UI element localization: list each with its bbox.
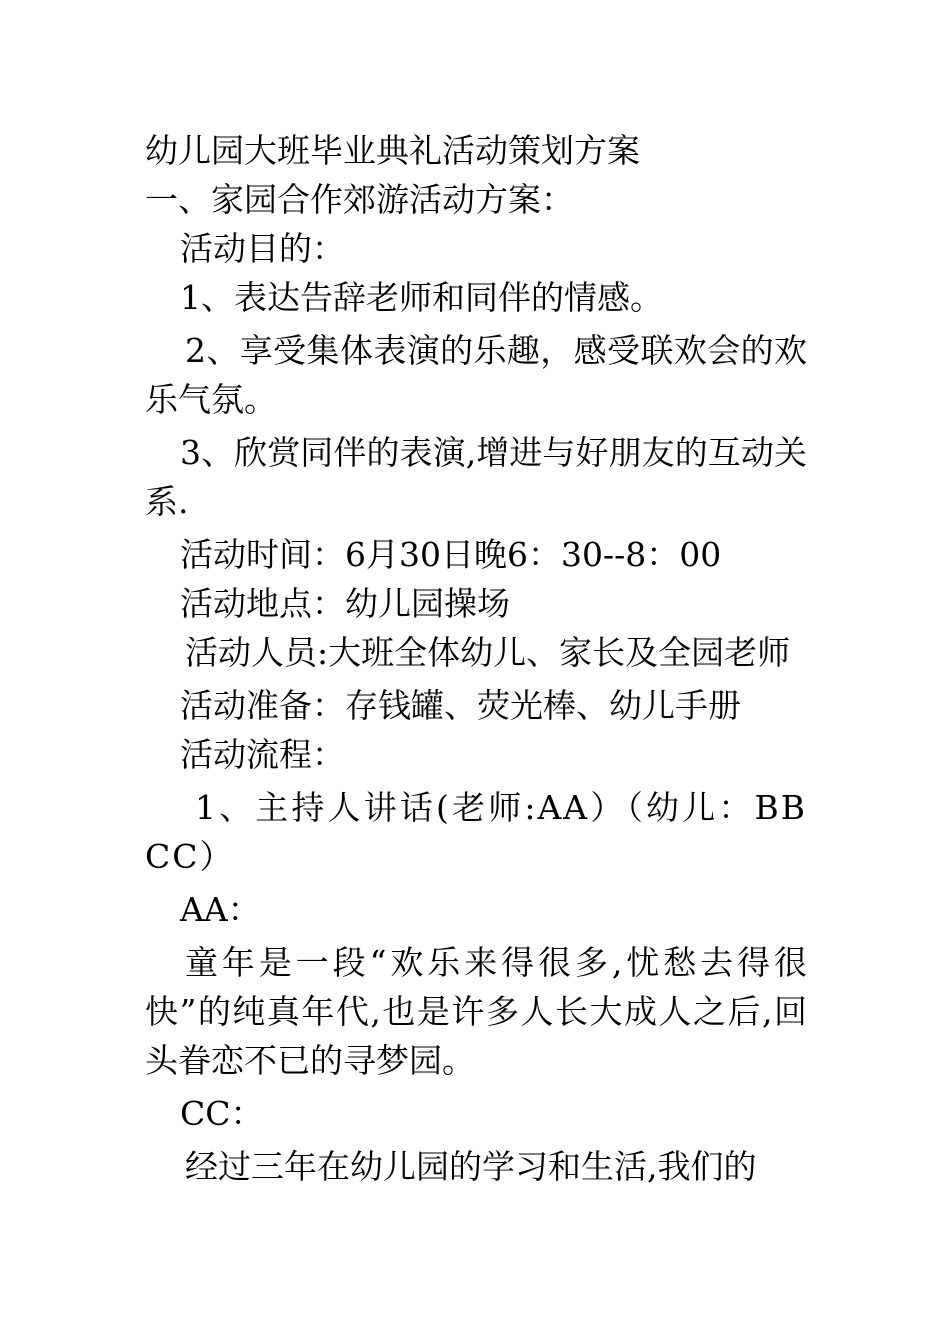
speech-aa: 童年是一段“欢乐来得很多,忧愁去得很快”的纯真年代,也是许多人长大成人之后,回头眷恋不已的寻梦园。 [145, 943, 807, 1080]
document-title: 幼儿园大班毕业典礼活动策划方案 [145, 131, 640, 170]
speech-cc: 经过三年在幼儿园的学习和生活,我们的 [185, 1147, 757, 1186]
document-body [145, 126, 807, 1191]
process-heading: 活动流程： [180, 735, 345, 774]
process-item-1: 1、主持人讲话(老师:AA）（幼儿：BBCC） [145, 788, 807, 876]
section-heading: 一、家园合作郊游活动方案： [145, 180, 574, 219]
activity-time: 活动时间：6月30日晚6：30--8：00 [180, 535, 722, 574]
purpose-heading: 活动目的： [180, 229, 345, 268]
purpose-item-3: 3、欣赏同伴的表演,增进与好朋友的互动关系. [145, 433, 807, 521]
activity-location: 活动地点：幼儿园操场 [180, 584, 510, 623]
purpose-item-1: 1、表达告辞老师和同伴的情感。 [180, 278, 663, 317]
purpose-item-2: 2、享受集体表演的乐趣，感受联欢会的欢乐气氛。 [145, 331, 807, 419]
activity-preparation: 活动准备：存钱罐、荧光棒、幼儿手册 [180, 686, 741, 725]
speaker-aa-label: AA： [180, 890, 261, 929]
activity-participants: 活动人员:大班全体幼儿、家长及全园老师 [185, 633, 791, 672]
speaker-cc-label: CC： [180, 1094, 264, 1133]
